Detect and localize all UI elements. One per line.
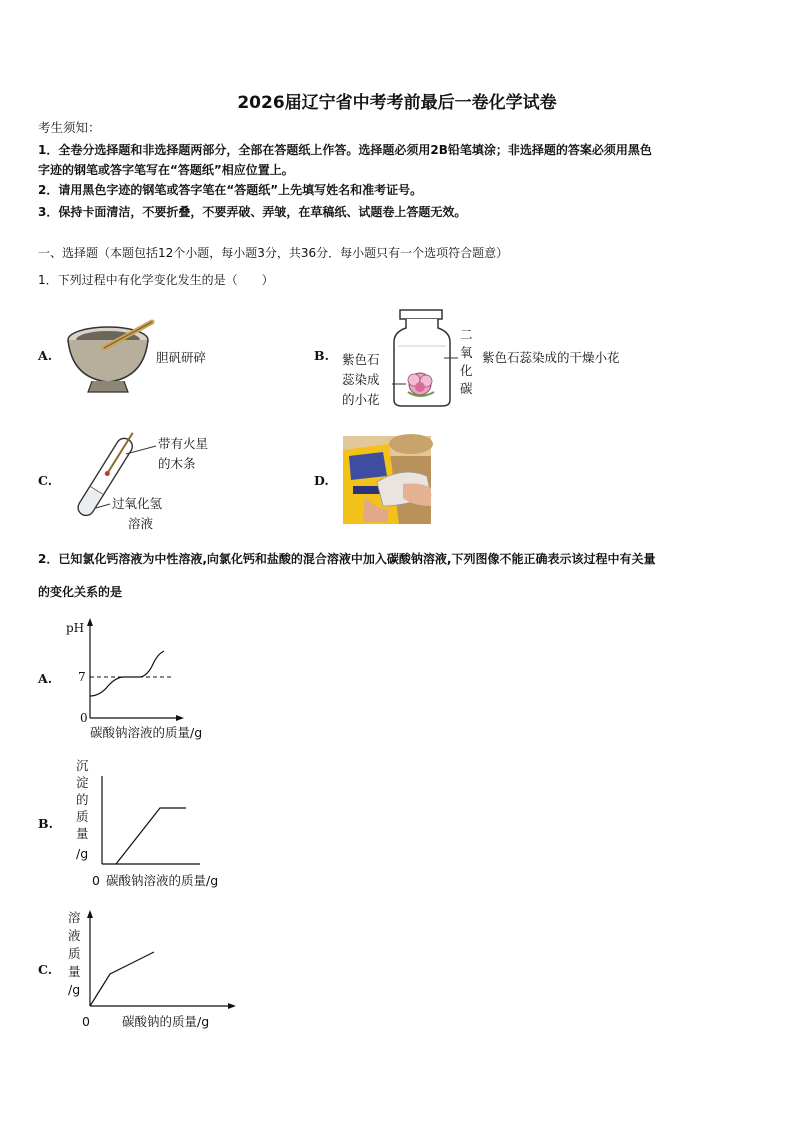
notice-item-1: 1．全卷分选择题和非选择题两部分，全部在答题纸上作答。选择题必须用2B铅笔填涂；非选择题的答案必须用黑色 xyxy=(38,143,652,157)
notice-item-2: 2．请用黑色字迹的钢笔或答字笔在“答题纸”上先填写姓名和准考证号。 xyxy=(38,183,423,197)
sealing-bag-photo xyxy=(343,436,431,524)
q1-option-b-right-label: 二 氧 化 碳 xyxy=(460,327,473,396)
page-title: 2026届辽宁省中考考前最后一卷化学试卷 xyxy=(237,93,557,113)
q2-graph-c xyxy=(64,906,264,1036)
q2-graph-c-ylabel-1: 溶 xyxy=(68,910,81,925)
q2-graph-a-ref: 7 xyxy=(78,670,86,684)
q1-option-b-letter: B. xyxy=(314,348,329,363)
q2-graph-a-xlabel: 碳酸钠溶液的质量/g xyxy=(90,725,203,740)
q2-graph-a-origin: 0 xyxy=(80,711,88,725)
q2-graph-b-ylabel-4: 质 xyxy=(76,809,89,824)
q2-graph-b-ylabel-6: /g xyxy=(76,846,89,861)
q2-option-c-letter: C. xyxy=(38,962,53,977)
q2-option-a-letter: A. xyxy=(38,671,53,686)
q2-stem-line2: 的变化关系的是 xyxy=(38,585,123,599)
q2-graph-b-ylabel-5: 量 xyxy=(76,826,89,841)
notice-item-3: 3．保持卡面清洁，不要折叠，不要弄破、弄皱，在草稿纸、试题卷上答题无效。 xyxy=(38,205,467,219)
q2-graph-b-ylabel-3: 的 xyxy=(76,792,89,807)
q1-option-a-label: 胆矾研碎 xyxy=(156,350,207,365)
q2-graph-b-ylabel-2: 淀 xyxy=(76,775,89,790)
q2-graph-b-xlabel: 碳酸钠溶液的质量/g xyxy=(106,873,219,888)
q2-graph-b xyxy=(70,754,270,890)
notice-item-1-cont: 字迹的钢笔或答字笔写在“答题纸”相应位置上。 xyxy=(38,163,294,177)
q2-graph-c-origin: 0 xyxy=(82,1014,90,1029)
q2-graph-a-ylabel: pH xyxy=(66,621,85,635)
q2-graph-c-ylabel-5: /g xyxy=(68,982,81,997)
q1-option-a-letter: A. xyxy=(38,348,53,363)
q1-option-c-bottom-label: 过氧化氢 溶液 xyxy=(112,496,163,531)
q2-graph-b-ylabel-1: 沉 xyxy=(76,758,89,773)
q1-stem: 1．下列过程中有化学变化发生的是（ ） xyxy=(38,273,274,287)
mortar-pestle-image xyxy=(64,318,159,398)
q2-graph-c-xlabel: 碳酸钠的质量/g xyxy=(122,1014,210,1029)
q2-graph-c-ylabel-3: 质 xyxy=(68,946,81,961)
q1-option-b-left-label: 紫色石 蕊染成 的小花 xyxy=(342,352,380,407)
q2-graph-c-ylabel-4: 量 xyxy=(68,964,81,979)
q2-graph-c-ylabel-2: 液 xyxy=(68,928,81,943)
notice-heading: 考生须知： xyxy=(38,120,101,135)
gas-jar-image xyxy=(388,308,458,410)
q2-graph-b-origin: 0 xyxy=(92,873,100,888)
q2-stem-line1: 2．已知氯化钙溶液为中性溶液,向氯化钙和盐酸的混合溶液中加入碳酸钠溶液,下列图像不能正确表示该过程中有关量 xyxy=(38,552,656,566)
section-heading: 一、选择题（本题包括12个小题，每小题3分，共36分．每小题只有一个选项符合题意） xyxy=(38,246,509,260)
q2-option-b-letter: B. xyxy=(38,816,53,831)
q1-option-b-label: 紫色石蕊染成的干燥小花 xyxy=(482,350,620,365)
q1-option-c-top-label: 带有火星 的木条 xyxy=(158,436,209,471)
q1-option-c-letter: C. xyxy=(38,473,53,488)
q2-graph-a xyxy=(60,618,240,742)
q1-option-d-letter: D. xyxy=(314,473,329,488)
